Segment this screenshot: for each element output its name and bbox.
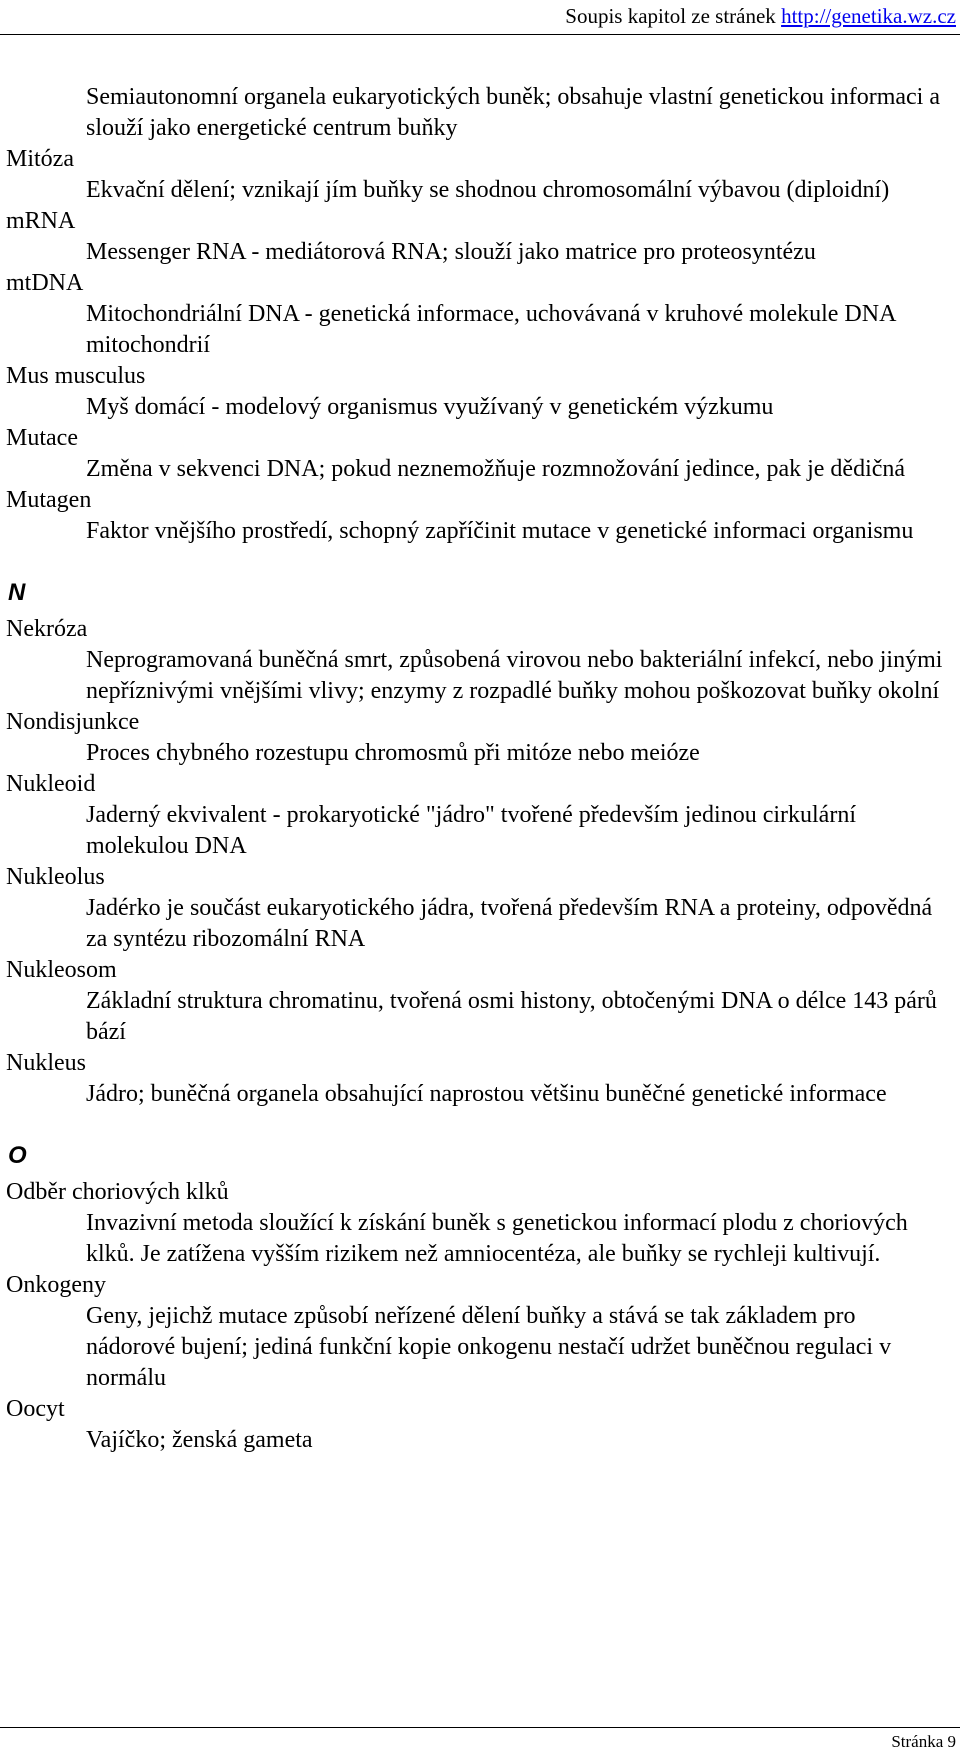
glossary-definition: Invazivní metoda sloužící k získání buněk s genetickou informací plodu z choriových klků. Je zatížena vyšším rizikem než amniocentéza, ale buňky se rychleji kultivují. <box>86 1210 908 1267</box>
glossary-term: Mutace <box>6 425 78 451</box>
glossary-definition: Základní struktura chromatinu, tvořená osmi histony, obtočenými DNA o délce 143 párů bází <box>86 988 937 1045</box>
glossary-content <box>6 82 956 1456</box>
glossary-term: mRNA <box>6 208 76 234</box>
glossary-definition: Messenger RNA - mediátorová RNA; slouží jako matrice pro proteosyntézu <box>86 239 816 265</box>
glossary-term: Nukleosom <box>6 957 117 983</box>
glossary-definition: Proces chybného rozestupu chromosmů při mitóze nebo meióze <box>86 740 700 766</box>
glossary-definition: Mitochondriální DNA - genetická informace, uchovávaná v kruhové molekule DNA mitochondrií <box>86 301 896 358</box>
glossary-definition: Vajíčko; ženská gameta <box>86 1427 313 1453</box>
glossary-definition: Jaderný ekvivalent - prokaryotické "jádro" tvořené především jedinou cirkulární molekulou DNA <box>86 802 856 859</box>
glossary-term: Mus musculus <box>6 363 146 389</box>
page-header <box>565 4 956 28</box>
glossary-term: Odběr choriových klků <box>6 1179 229 1205</box>
section-letter-o: O <box>8 1142 27 1169</box>
footer-divider <box>0 1727 960 1728</box>
glossary-definition: Jádro; buněčná organela obsahující naprostou většinu buněčné genetické informace <box>86 1081 887 1107</box>
page-number: Stránka 9 <box>891 1732 956 1751</box>
glossary-definition: Semiautonomní organela eukaryotických buněk; obsahuje vlastní genetickou informaci a slouží jako energetické centrum buňky <box>86 84 940 141</box>
header-link[interactable]: http://genetika.wz.cz <box>781 4 956 28</box>
header-title: Soupis kapitol ze stránek <box>565 4 782 28</box>
glossary-term: Nondisjunkce <box>6 709 140 735</box>
glossary-term: Mitóza <box>6 146 74 172</box>
glossary-definition: Geny, jejichž mutace způsobí neřízené dělení buňky a stává se tak základem pro nádorové bujení; jediná funkční kopie onkogenu nestačí udržet buněčnou regulaci v normálu <box>86 1303 892 1391</box>
glossary-definition: Jadérko je součást eukaryotického jádra, tvořená především RNA a proteiny, odpovědná za syntézu ribozomální RNA <box>86 895 933 952</box>
glossary-term: Nukleoid <box>6 771 96 797</box>
glossary-term: Onkogeny <box>6 1272 106 1298</box>
glossary-definition: Změna v sekvenci DNA; pokud neznemožňuje rozmnožování jedince, pak je dědičná <box>86 456 906 482</box>
glossary-term: Oocyt <box>6 1396 65 1422</box>
glossary-term: Nukleolus <box>6 864 105 890</box>
glossary-section-o <box>6 1177 956 1456</box>
glossary-definition: Ekvační dělení; vznikají jím buňky se shodnou chromosomální výbavou (diploidní) <box>86 177 890 203</box>
glossary-definition: Neprogramovaná buněčná smrt, způsobená virovou nebo bakteriální infekcí, nebo jinými nepříznivými vnějšími vlivy; enzymy z rozpadlé buňky mohou poškozovat buňky okolní <box>86 647 943 704</box>
glossary-section-m <box>6 144 956 547</box>
glossary-term: mtDNA <box>6 270 84 296</box>
glossary-section-n <box>6 614 956 1110</box>
header-divider <box>0 34 960 35</box>
section-letter-n: N <box>8 579 26 606</box>
glossary-term: Mutagen <box>6 487 92 513</box>
glossary-definition: Faktor vnějšího prostředí, schopný zapříčinit mutace v genetické informaci organismu <box>86 518 914 544</box>
glossary-term: Nukleus <box>6 1050 86 1076</box>
glossary-definition: Myš domácí - modelový organismus využívaný v genetickém výzkumu <box>86 394 774 420</box>
glossary-term: Nekróza <box>6 616 88 642</box>
